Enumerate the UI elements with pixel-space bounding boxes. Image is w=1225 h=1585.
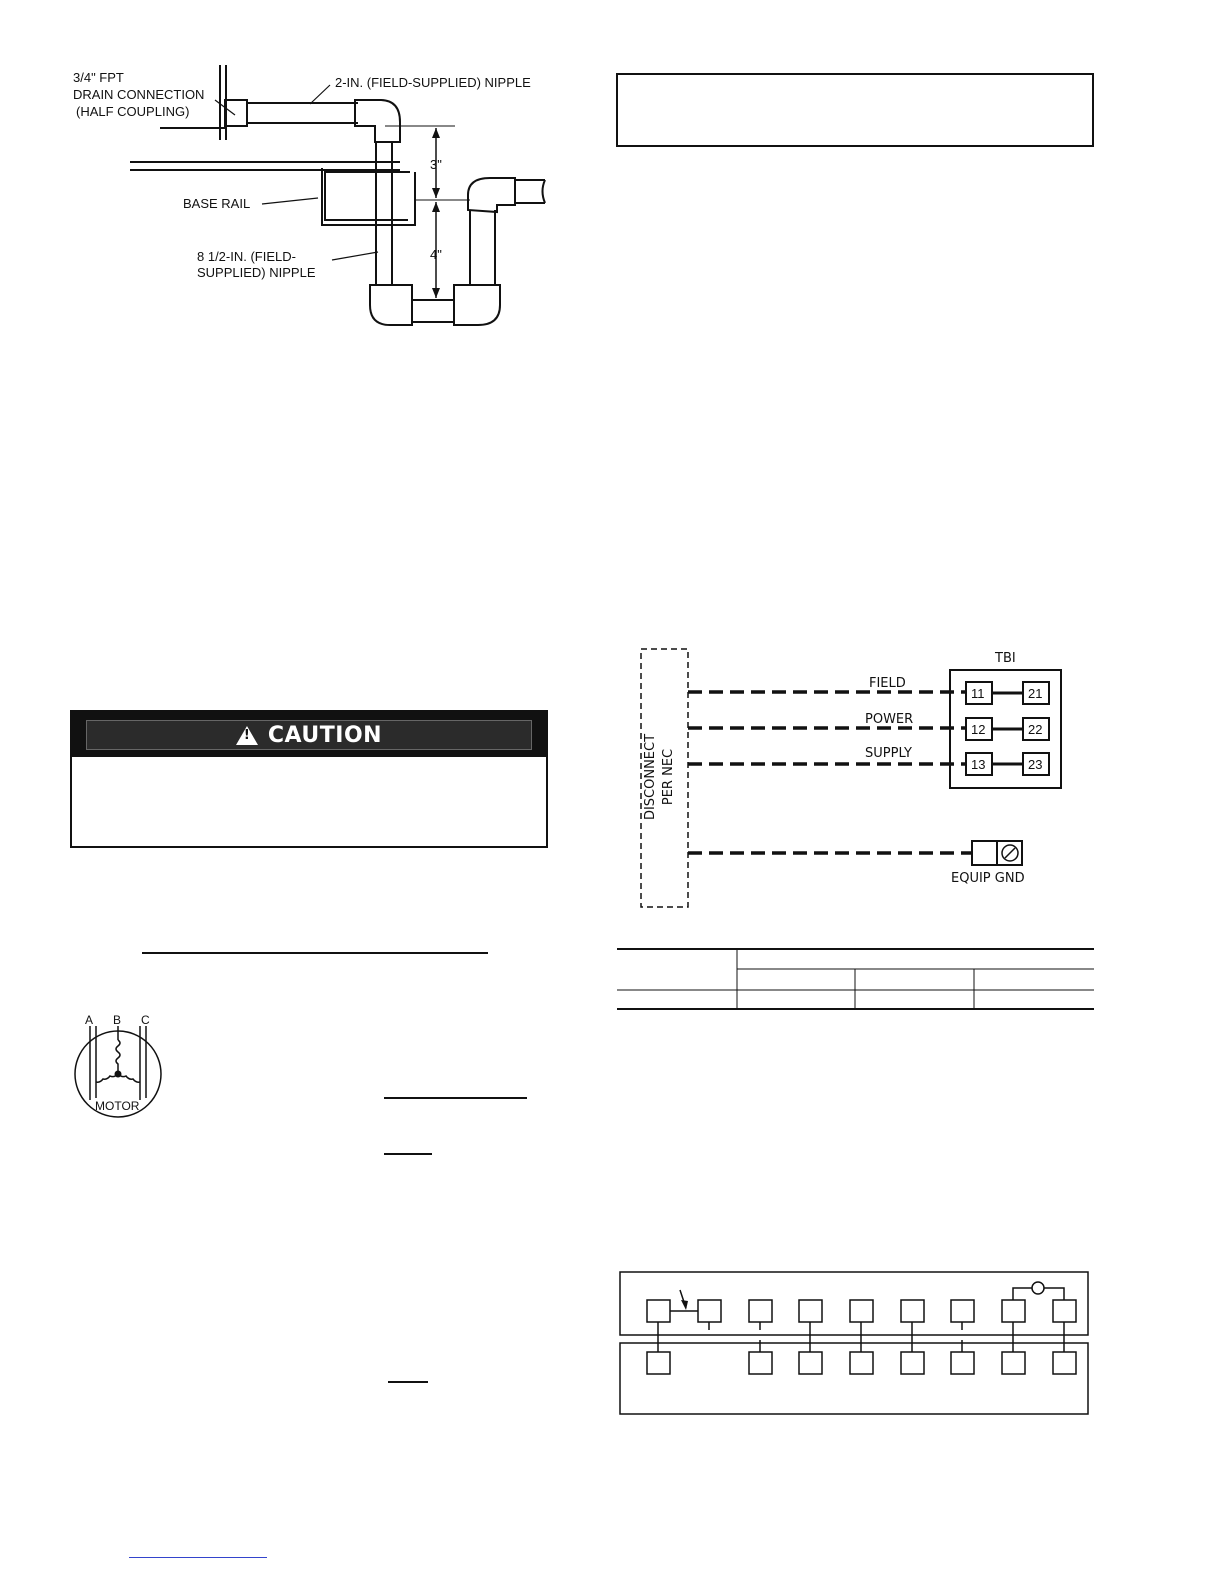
wire-label-supply: SUPPLY bbox=[865, 746, 912, 761]
caution-banner bbox=[86, 720, 532, 750]
caution-box bbox=[70, 710, 548, 848]
data-table bbox=[617, 947, 1094, 1011]
dimension-lower: 4" bbox=[430, 247, 442, 262]
label-fpt-line2: DRAIN CONNECTION bbox=[73, 87, 205, 102]
terminal-12: 12 bbox=[971, 722, 986, 737]
motor-label: MOTOR bbox=[95, 1099, 140, 1113]
terminal-strip-drawing bbox=[618, 1268, 1090, 1418]
caution-title: CAUTION bbox=[267, 722, 383, 748]
terminal-23: 23 bbox=[1028, 757, 1043, 772]
table-grid bbox=[617, 947, 1094, 1011]
note-box bbox=[616, 73, 1094, 147]
field-wiring-drawing bbox=[630, 640, 1070, 910]
rule-short-3 bbox=[388, 1381, 428, 1383]
equipment-ground-label: EQUIP GND bbox=[951, 871, 1025, 886]
label-8half-nipple-line1: 8 1/2-IN. (FIELD- bbox=[197, 249, 296, 264]
label-2in-nipple: 2-IN. (FIELD-SUPPLIED) NIPPLE bbox=[335, 75, 531, 90]
terminal-11: 11 bbox=[971, 686, 985, 701]
motor-terminal-b: B bbox=[113, 1013, 122, 1027]
motor-terminal-c: C bbox=[141, 1013, 150, 1027]
label-fpt-line1: 3/4" FPT bbox=[73, 70, 124, 85]
label-fpt-line3: (HALF COUPLING) bbox=[76, 104, 190, 119]
dimension-upper: 3" bbox=[430, 157, 442, 172]
label-8half-nipple-line2: SUPPLIED) NIPPLE bbox=[197, 265, 316, 280]
rule-short-2 bbox=[384, 1153, 432, 1155]
rule-short-1 bbox=[384, 1097, 527, 1099]
warning-symbol: ! bbox=[243, 727, 250, 743]
terminal-21: 21 bbox=[1028, 686, 1043, 701]
terminal-13: 13 bbox=[971, 757, 986, 772]
warning-triangle-icon bbox=[236, 726, 258, 745]
disconnect-label-line2: PER NEC bbox=[661, 748, 676, 806]
terminal-block-label: TBI bbox=[995, 651, 1016, 666]
caution-header bbox=[72, 712, 546, 757]
field-wiring-figure bbox=[630, 640, 1070, 910]
terminal-22: 22 bbox=[1028, 722, 1043, 737]
terminal-strip-figure bbox=[618, 1268, 1090, 1418]
label-base-rail: BASE RAIL bbox=[183, 196, 251, 211]
disconnect-label-line1: DISCONNECT bbox=[643, 733, 658, 821]
heading-rule bbox=[142, 952, 488, 954]
wire-label-power: POWER bbox=[865, 712, 914, 727]
motor-terminal-a: A bbox=[85, 1013, 94, 1027]
wire-label-field: FIELD bbox=[869, 676, 906, 691]
hyperlink-underline[interactable] bbox=[129, 1557, 267, 1558]
